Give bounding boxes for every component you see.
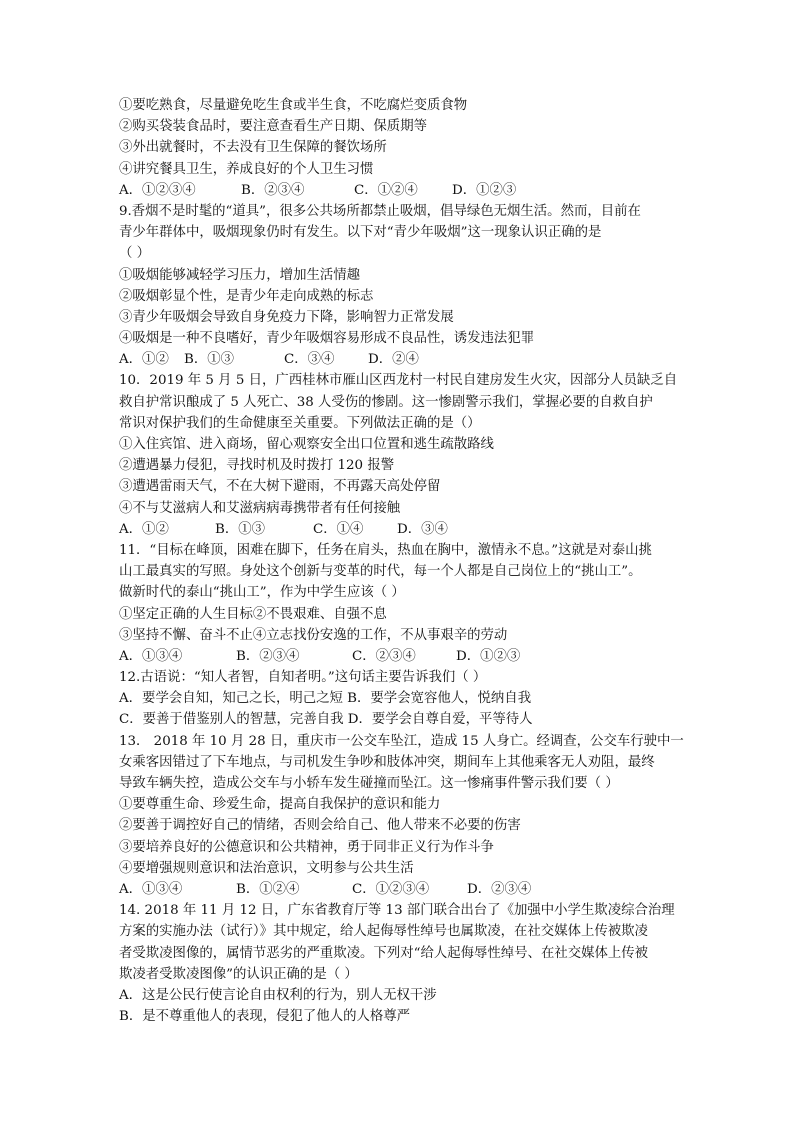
q10-stem-line-2: 救自护常识酿成了 5 人死亡、38 人受伤的惨剧。这一惨剧警示我们，掌握必要的自救自护 [119,394,653,410]
q8-option-a[interactable]: A．①②③④ [119,182,196,198]
q10-stem-line-3: 常识对保护我们的生命健康至关重要。下列做法正确的是（） [119,415,481,431]
q13-option-a[interactable]: A．①③④ [119,881,183,897]
q8-item-1: ①要吃熟食，尽量避免吃生食或半生食，不吃腐烂变质食物 [119,98,468,113]
q13-stem-line-2: 女乘客因错过了下车地点，与司机发生争吵和肢体冲突，期间车上其他乘客无人劝阻，最终 [119,754,655,770]
q10-item-2: ②遭遇暴力侵犯，寻找时机及时拨打 120 报警 [119,458,395,474]
q8-item-4: ④讲究餐具卫生，养成良好的个人卫生习惯 [119,161,374,177]
q10-option-c[interactable]: C．①④ [313,521,364,537]
q10-item-4: ④不与艾滋病人和艾滋病病毒携带者有任何接触 [119,500,401,516]
q11-option-d[interactable]: D．①②③ [456,648,521,664]
q10-option-d[interactable]: D．③④ [397,521,448,537]
q10-item-1: ①入住宾馆、进入商场，留心观察安全出口位置和逃生疏散路线 [119,437,494,452]
q13-item-3: ③要培养良好的公德意识和公共精神，勇于同非正义行为作斗争 [119,839,494,855]
q10-options [119,519,677,540]
exam-page [119,95,684,1027]
q9-item-2: ②吸烟彰显个性，是青少年走向成熟的标志 [119,288,374,304]
q9-item-1: ①吸烟能够减轻学习压力，增加生活情趣 [119,267,361,283]
q11-option-c[interactable]: C．②③④ [352,648,416,664]
q11-stem-line-1: 11．“目标在峰顶，困难在脚下，任务在肩头，热血在胸中，激情永不息。”这就是对泰山挑 [119,542,652,558]
q11-stem-line-2: 山工最真实的写照。身处这个创新与变革的时代，每一个人都是自己岗位上的“挑山工”。 [119,564,642,580]
q11-stem-line-3: 做新时代的泰山“挑山工”，作为中学生应该（ ） [119,585,405,601]
q10-option-a[interactable]: A．①② [119,521,169,537]
q8-option-b[interactable]: B．②③④ [241,182,305,198]
question-12 [119,667,677,731]
q9-option-c[interactable]: C．③④ [284,352,335,368]
question-13 [119,731,684,901]
q9-option-a[interactable]: A．①② [119,352,169,368]
q11-options [119,646,677,667]
q8-option-d[interactable]: D．①②③ [452,182,517,198]
question-14 [119,900,677,1027]
q10-stem-line-1: 10．2019 年 5 月 5 日，广西桂林市雁山区西龙村一村民自建房发生火灾，因部分人员缺乏自 [119,373,678,389]
q10-item-3: ③遭遇雷雨天气，不在大树下避雨，不再露天高处停留 [119,479,441,495]
q14-stem-line-2: 方案的实施办法（试行）》其中规定，给人起侮辱性绰号也属欺凌，在社交媒体上传被欺凌 [119,924,648,940]
q13-item-4: ④要增强规则意识和法治意识，文明参与公共生活 [119,860,414,876]
q13-option-d[interactable]: D．②③④ [467,881,532,897]
q14-stem-line-4: 欺凌者受欺凌图像”的认识正确的是（ ） [119,966,358,982]
q12-stem-line-1: 12.古语说：“知人者智，自知者明。”这句话主要告诉我们（ ） [119,670,487,686]
q13-stem-line-3: 导致车辆失控，造成公交车与小轿车发生碰撞而坠江。这一惨痛事件警示我们要（ ） [119,776,619,791]
q9-stem-line-3: （ ） [119,246,151,262]
q14-stem-line-1: 14. 2018 年 11 月 12 日，广东省教育厅等 13 部门联合出台了《加强中小学生欺凌综合治理 [119,903,675,919]
q14-option-a[interactable]: A．这是公民行使言论自由权利的行为，别人无权干涉 [119,987,437,1003]
q9-option-d[interactable]: D．②④ [368,352,419,368]
q13-item-2: ②要善于调控好自己的情绪，否则会给自己、他人带来不必要的伤害 [119,818,521,834]
q9-item-4: ④吸烟是一种不良嗜好，青少年吸烟容易形成不良品性，诱发违法犯罪 [119,331,535,347]
q9-stem-line-2: 青少年群体中，吸烟现象仍时有发生。以下对“青少年吸烟”这一现象认识正确的是 [119,225,602,241]
q14-option-b[interactable]: B．是不尊重他人的表现，侵犯了他人的人格尊严 [119,1009,411,1025]
q9-stem-line-1: 9.香烟不是时髦的“道具”，很多公共场所都禁止吸烟，倡导绿色无烟生活。然而，目前在 [119,203,641,219]
q13-option-b[interactable]: B．①②④ [236,881,300,897]
question-9 [119,201,677,371]
question-11 [119,540,677,667]
q10-option-b[interactable]: B．①③ [215,521,266,537]
q8-option-c[interactable]: C．①②④ [354,182,418,198]
q11-option-b[interactable]: B．②③④ [236,648,300,664]
q8-item-2: ②购买袋装食品时，要注意查看生产日期、保质期等 [119,119,427,135]
q9-item-3: ③青少年吸烟会导致自身免疫力下降，影响智力正常发展 [119,309,454,325]
q9-option-b[interactable]: B．①③ [184,352,235,368]
q13-stem-line-1: 13． 2018 年 10 月 28 日，重庆市一公交车坠江，造成 15 人身亡。经调查，公交车行驶中一 [119,733,684,749]
q14-stem-line-3: 者受欺凌图像的，属情节恶劣的严重欺凌。下列对“给人起侮辱性绰号、在社交媒体上传被 [119,945,649,961]
q13-option-c[interactable]: C．①②③④ [352,881,430,897]
q13-item-1: ①要尊重生命、珍爱生命，提高自我保护的意识和能力 [119,797,441,813]
q12-options-cd[interactable]: C．要善于借鉴别人的智慧，完善自我 D．要学会自尊自爱，平等待人 [119,712,533,728]
question-8 [119,95,677,201]
q9-options [119,349,677,370]
q8-item-3: ③外出就餐时，不去没有卫生保障的餐饮场所 [119,140,387,156]
q11-item-1: ①坚定正确的人生目标②不畏艰难、自强不息 [119,606,387,622]
q11-item-2: ③坚持不懈、奋斗不止④立志找份安逸的工作，不从事艰辛的劳动 [119,627,508,643]
question-10 [119,370,677,540]
q11-option-a[interactable]: A．①③④ [119,648,183,664]
q13-options [119,879,677,900]
q8-options [119,180,677,201]
q12-options-ab[interactable]: A．要学会自知，知己之长，明己之短 B．要学会宽容他人，悦纳自我 [119,691,532,707]
